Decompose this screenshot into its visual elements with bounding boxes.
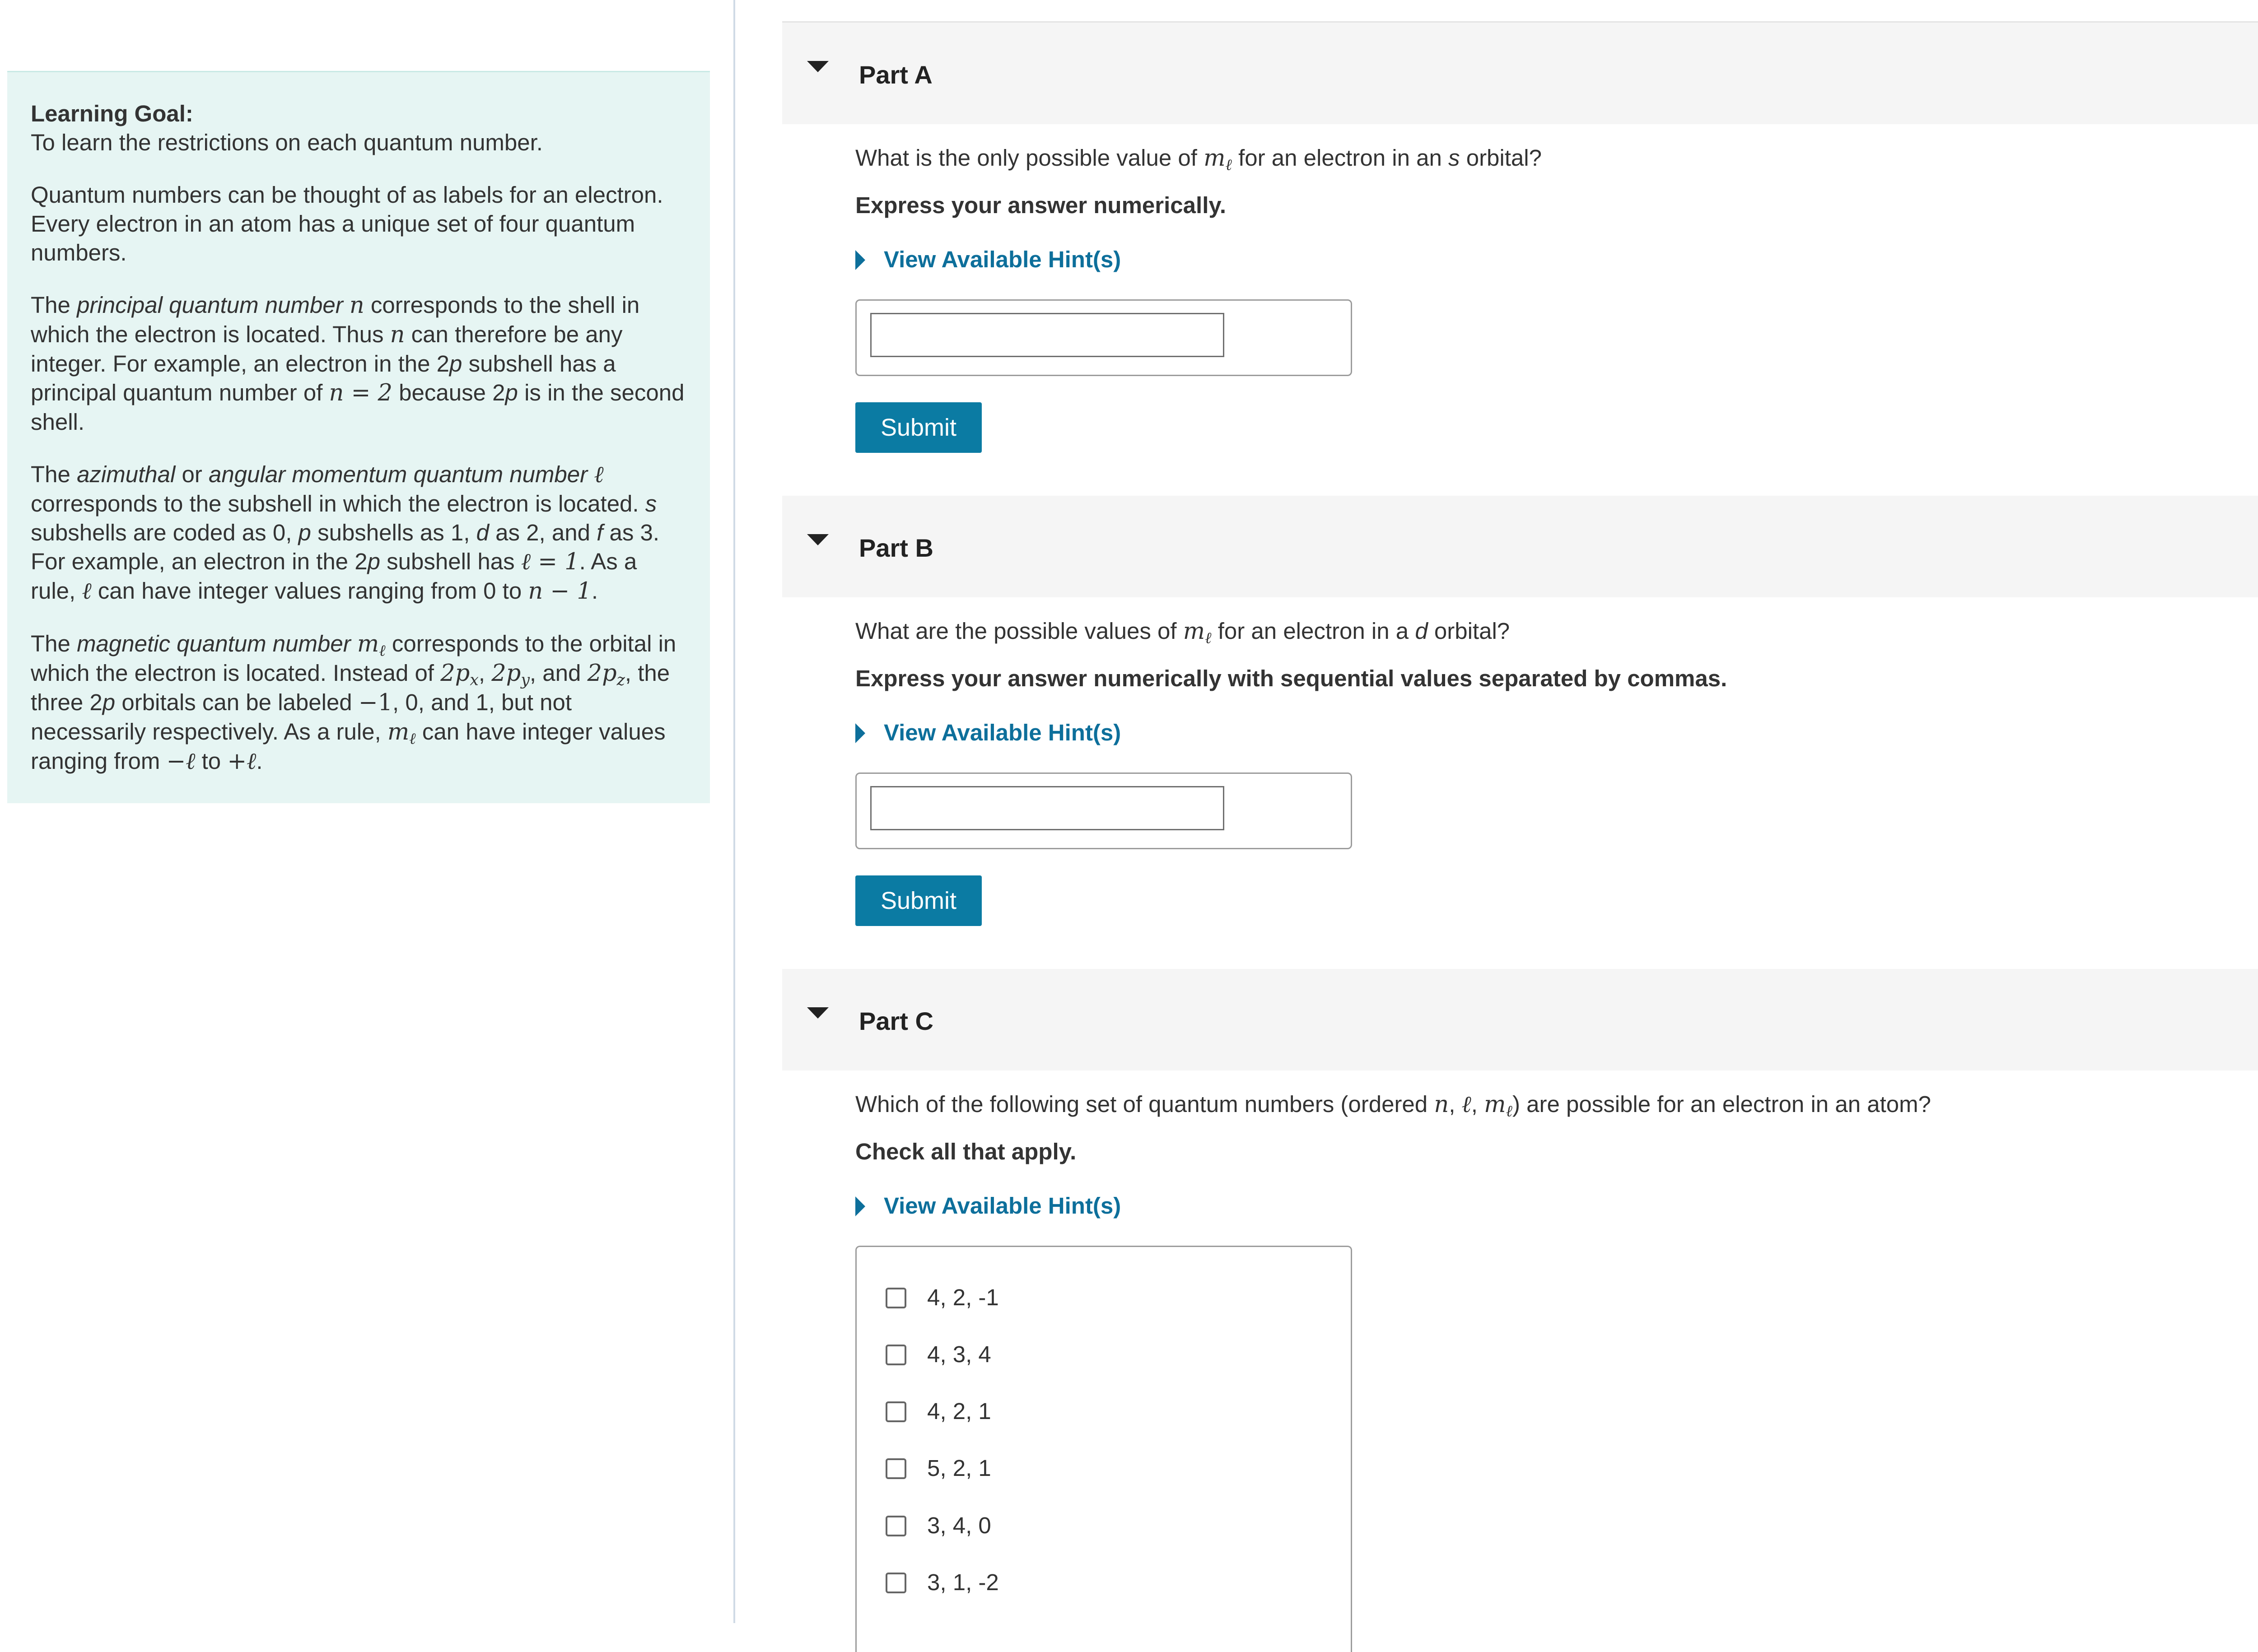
- part-c-instruction: Check all that apply.: [855, 1139, 1077, 1164]
- math-m-l: [1183, 618, 1212, 645]
- caret-right-icon[interactable]: [855, 1196, 865, 1216]
- azimuthal-text-9: . As a rule,: [31, 549, 637, 604]
- math-orbital-base: 2p: [587, 660, 617, 687]
- math-orbital-base: 2p: [491, 660, 521, 687]
- part-c-hint-toggle[interactable]: [855, 1191, 2258, 1220]
- part-b-instruction: Express your answer numerically with sequential values separated by commas.: [855, 665, 1727, 691]
- check-option-label[interactable]: 4, 2, -1: [927, 1284, 999, 1310]
- part-a-question: [855, 144, 2258, 173]
- part-a-answer-input[interactable]: [870, 313, 1224, 357]
- caret-down-icon[interactable]: [807, 1007, 829, 1019]
- math-2pz: [588, 660, 625, 687]
- math-orbital-base: 2p: [440, 660, 470, 687]
- question-text-post: orbital?: [1428, 618, 1510, 644]
- check-option-label[interactable]: 3, 4, 0: [927, 1512, 991, 1538]
- magnetic-text-9: to: [195, 748, 228, 774]
- orbital-label: d: [1415, 618, 1428, 644]
- magnetic-text-8: can have integer values ranging from: [31, 719, 666, 774]
- math-neg-l: −ℓ: [166, 748, 196, 775]
- part-a-submit-button[interactable]: Submit: [855, 402, 982, 453]
- magnetic-text-6: orbitals can be labeled: [115, 689, 359, 715]
- part-b-submit-button[interactable]: Submit: [855, 875, 982, 926]
- math-sub-x: x: [470, 671, 479, 689]
- math-sub-l: ℓ: [379, 642, 386, 660]
- math-m-l: [387, 719, 416, 748]
- question-text-mid: for an electron in an: [1232, 145, 1449, 171]
- checkbox-icon[interactable]: [886, 1458, 906, 1479]
- question-sep: ,: [1449, 1091, 1462, 1117]
- azimuthal-text-1: The: [31, 461, 77, 487]
- checkbox-icon[interactable]: [886, 1516, 906, 1536]
- question-text-mid: for an electron in a: [1211, 618, 1415, 644]
- principal-text-5: because 2: [392, 380, 505, 405]
- part-c-header[interactable]: [782, 969, 2258, 1070]
- math-sub-l: ℓ: [1205, 629, 1212, 647]
- check-option-label[interactable]: 3, 1, -2: [927, 1569, 999, 1595]
- math-sub-z: z: [616, 671, 625, 689]
- principal-text-4: subshell has a principal quantum number of: [31, 351, 616, 405]
- principal-text-3: can therefore be any integer. For example, an electron in the 2: [31, 321, 623, 377]
- azimuthal-text-4: subshells are coded as 0,: [31, 520, 299, 545]
- part-b-body: [855, 617, 2258, 926]
- d-label: d: [476, 520, 489, 545]
- question-text-post: ) are possible for an electron in an atom?: [1512, 1091, 1931, 1117]
- magnetic-paragraph: [31, 629, 686, 776]
- math-l: ℓ: [1461, 1091, 1471, 1118]
- math-neg-1: −1: [358, 689, 393, 716]
- p-label: p: [298, 520, 311, 545]
- magnetic-text-3: ,: [478, 660, 492, 686]
- p-label: p: [367, 549, 380, 574]
- part-a-title: Part A: [859, 60, 933, 89]
- math-2py: [491, 660, 530, 687]
- question-text-post: orbital?: [1460, 145, 1542, 171]
- part-b-answer-input[interactable]: [870, 786, 1224, 830]
- math-sub-l: ℓ: [1225, 156, 1232, 174]
- azimuthal-text-8: subshell has: [380, 549, 521, 574]
- part-b-header[interactable]: [782, 496, 2258, 597]
- part-a-instruction: Express your answer numerically.: [855, 192, 1227, 218]
- math-n: n: [349, 292, 364, 319]
- magnetic-text-10: .: [256, 748, 263, 774]
- learning-goal-text: To learn the restrictions on each quantum number.: [31, 130, 543, 155]
- learning-goal-panel: [7, 71, 710, 803]
- part-b-title: Part B: [859, 534, 933, 562]
- principal-text-6: is in the second shell.: [31, 380, 685, 435]
- math-m-l: [357, 631, 386, 660]
- azimuthal-text-10: can have integer values ranging from 0 to: [91, 578, 528, 604]
- part-c-body: [855, 1090, 2258, 1652]
- angular-momentum-term: angular momentum quantum number: [209, 461, 588, 487]
- principal-text-2: corresponds to the shell in which the electron is located. Thus: [31, 292, 640, 347]
- part-c-question: [855, 1090, 2258, 1119]
- magnetic-text-1: The: [31, 631, 77, 656]
- math-m: m: [387, 719, 410, 745]
- check-option-label[interactable]: 5, 2, 1: [927, 1455, 991, 1481]
- column-divider: [733, 0, 735, 1623]
- part-b-hint-label[interactable]: View Available Hint(s): [884, 720, 1121, 745]
- question-text-pre: What is the only possible value of: [855, 145, 1204, 171]
- azimuthal-text-11: .: [591, 578, 598, 604]
- azimuthal-paragraph: [31, 460, 686, 606]
- azimuthal-term: azimuthal: [77, 461, 176, 487]
- check-option-label[interactable]: 4, 3, 4: [927, 1341, 991, 1367]
- part-c-options-box: [855, 1246, 1352, 1652]
- magnetic-text-7: , 0, and 1, but not necessarily respectively. As a rule,: [31, 689, 572, 745]
- math-sub-y: y: [521, 671, 530, 689]
- math-m-l: [1484, 1091, 1512, 1121]
- p-label: p: [505, 380, 518, 405]
- p-label: p: [102, 689, 116, 715]
- math-l: ℓ: [594, 461, 604, 488]
- s-label: s: [645, 491, 657, 517]
- math-sub-l: ℓ: [1506, 1102, 1512, 1121]
- math-sub-l: ℓ: [409, 730, 416, 748]
- f-label: f: [597, 520, 603, 545]
- caret-down-icon[interactable]: [807, 61, 829, 72]
- checkbox-icon[interactable]: [886, 1401, 906, 1422]
- azimuthal-text-6: as 2, and: [489, 520, 597, 545]
- checkbox-icon[interactable]: [886, 1288, 906, 1308]
- math-pos-l: +ℓ: [227, 748, 257, 775]
- azimuthal-text-7: as 3. For example, an electron in the 2: [31, 520, 660, 574]
- math-m: m: [1183, 618, 1205, 645]
- math-n: n: [390, 321, 405, 348]
- part-b-answer-box: [855, 772, 1352, 849]
- principal-term: principal quantum number: [77, 292, 343, 318]
- question-sep: ,: [1471, 1091, 1484, 1117]
- math-l: ℓ: [82, 578, 92, 605]
- learning-goal-title: Learning Goal:: [31, 101, 193, 126]
- part-c-hint-label[interactable]: View Available Hint(s): [884, 1193, 1121, 1219]
- math-2px: [440, 660, 479, 687]
- part-a-hint-label[interactable]: View Available Hint(s): [884, 247, 1121, 272]
- part-b-hint-toggle[interactable]: [855, 718, 2258, 747]
- magnetic-text-2: corresponds to the orbital in which the electron is located. Instead of: [31, 631, 676, 686]
- part-a-hint-toggle[interactable]: [855, 245, 2258, 274]
- learning-goal: [31, 99, 686, 157]
- azimuthal-text-5: subshells as 1,: [311, 520, 476, 545]
- part-b-question: [855, 617, 2258, 646]
- orbital-label: s: [1448, 145, 1460, 171]
- math-m: m: [1204, 145, 1226, 172]
- p-label: p: [449, 351, 462, 377]
- part-a-header[interactable]: [782, 23, 2258, 124]
- question-text-pre: What are the possible values of: [855, 618, 1183, 644]
- math-n-minus-1: n − 1: [528, 578, 592, 605]
- math-m-l: [1204, 145, 1232, 172]
- math-n-equals-2: n = 2: [329, 380, 392, 406]
- math-l-equals-1: ℓ = 1: [521, 549, 579, 575]
- principal-text-1: The: [31, 292, 77, 318]
- caret-right-icon[interactable]: [855, 250, 865, 270]
- math-n: n: [1434, 1091, 1449, 1118]
- azimuthal-text-3: corresponds to the subshell in which the electron is located.: [31, 491, 645, 517]
- part-c-title: Part C: [859, 1007, 933, 1035]
- checkbox-icon[interactable]: [886, 1573, 906, 1593]
- question-text-pre: Which of the following set of quantum numbers (ordered: [855, 1091, 1434, 1117]
- caret-down-icon[interactable]: [807, 534, 829, 545]
- math-m: m: [357, 631, 379, 657]
- intro-paragraph: Quantum numbers can be thought of as labels for an electron. Every electron in an atom has a unique set of four quantum numbers.: [31, 182, 663, 265]
- checkbox-icon[interactable]: [886, 1345, 906, 1365]
- math-m: m: [1484, 1091, 1506, 1118]
- check-option-label[interactable]: 4, 2, 1: [927, 1398, 991, 1424]
- magnetic-term: magnetic quantum number: [77, 631, 351, 656]
- azimuthal-text-2: or: [175, 461, 209, 487]
- part-a-body: [855, 144, 2258, 453]
- principal-paragraph: [31, 291, 686, 437]
- magnetic-text-4: , and: [529, 660, 588, 686]
- part-a-answer-box: [855, 299, 1352, 376]
- caret-right-icon[interactable]: [855, 723, 865, 743]
- magnetic-text-5: , the three 2: [31, 660, 670, 715]
